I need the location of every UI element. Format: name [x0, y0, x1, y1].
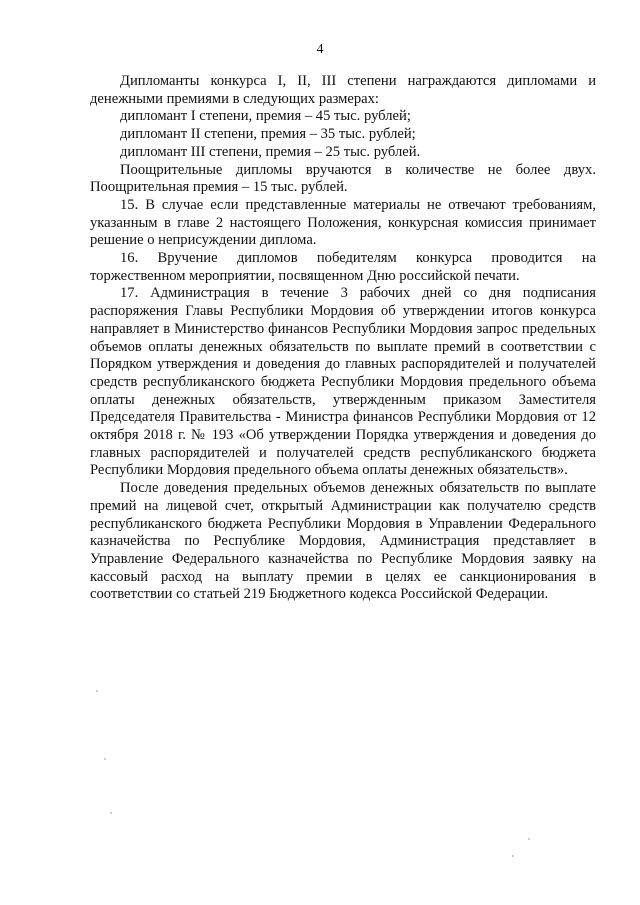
- paragraph-item-16: 16. Вручение дипломов победителям конкурса проводится на торжественном мероприятии, посвященном Дню российской печати.: [90, 250, 596, 284]
- paragraph-item-15: 15. В случае если представленные материалы не отвечают требованиям, указанным в главе 2 настоящего Положения, конкурсная комиссия принимает решение о неприсуждении диплома.: [90, 196, 596, 249]
- paragraph-encouragement: Поощрительные дипломы вручаются в количестве не более двух. Поощрительная премия – 15 тыс. рублей.: [90, 161, 596, 196]
- paragraph-award-second: дипломант II степени, премия – 35 тыс. рублей;: [120, 126, 416, 143]
- scan-speck: [96, 690, 98, 692]
- paragraph-item-17: 17. Администрация в течение 3 рабочих дней со дня подписания распоряжения Главы Республики Мордовия об утверждении итогов конкурса направляет в Министерство финансов Республики Мордовия запрос предельных объемов оплаты денежных обязательств по выплате премий в соответствии с Порядком утверждения и доведения до главных распорядителей и получателей средств республиканского бюджета Республики Мордовия предельного объема оплаты денежных обязательств, утвержденным приказом Заместителя Председателя Правительства - Министра финансов Республики Мордовия от 12 октября 2018 г. № 193 «Об утверждении Порядка утверждения и доведения до главных распорядителей и получателей средств республиканского бюджета Республики Мордовия предельного объема оплаты денежных обязательств».: [90, 285, 596, 479]
- paragraph-after-limits: После доведения предельных объемов денежных обязательств по выплате премий на лицевой счет, открытый Администрации как получателю средств республиканского бюджета Республики Мордовия в Управлении Федерального казначейства по Республике Мордовия, Администрация представляет в Управление Федерального казначейства по Республике Мордовия заявку на кассовый расход на выплату премии в целях ее санкционирования в соответствии со статьей 219 Бюджетного кодекса Российской Федерации.: [90, 480, 596, 603]
- document-body: [90, 73, 596, 604]
- scan-speck: [110, 812, 112, 814]
- paragraph-awards-intro: Дипломанты конкурса I, II, III степени награждаются дипломами и денежными премиями в следующих размерах:: [90, 73, 596, 107]
- paragraph-award-first: дипломант I степени, премия – 45 тыс. рублей;: [120, 108, 411, 125]
- paragraph-award-third: дипломант III степени, премия – 25 тыс. рублей.: [120, 143, 421, 160]
- page-number: 4: [316, 42, 324, 57]
- scan-speck: [528, 838, 530, 840]
- scan-speck: [104, 758, 106, 760]
- scan-speck: [512, 855, 514, 857]
